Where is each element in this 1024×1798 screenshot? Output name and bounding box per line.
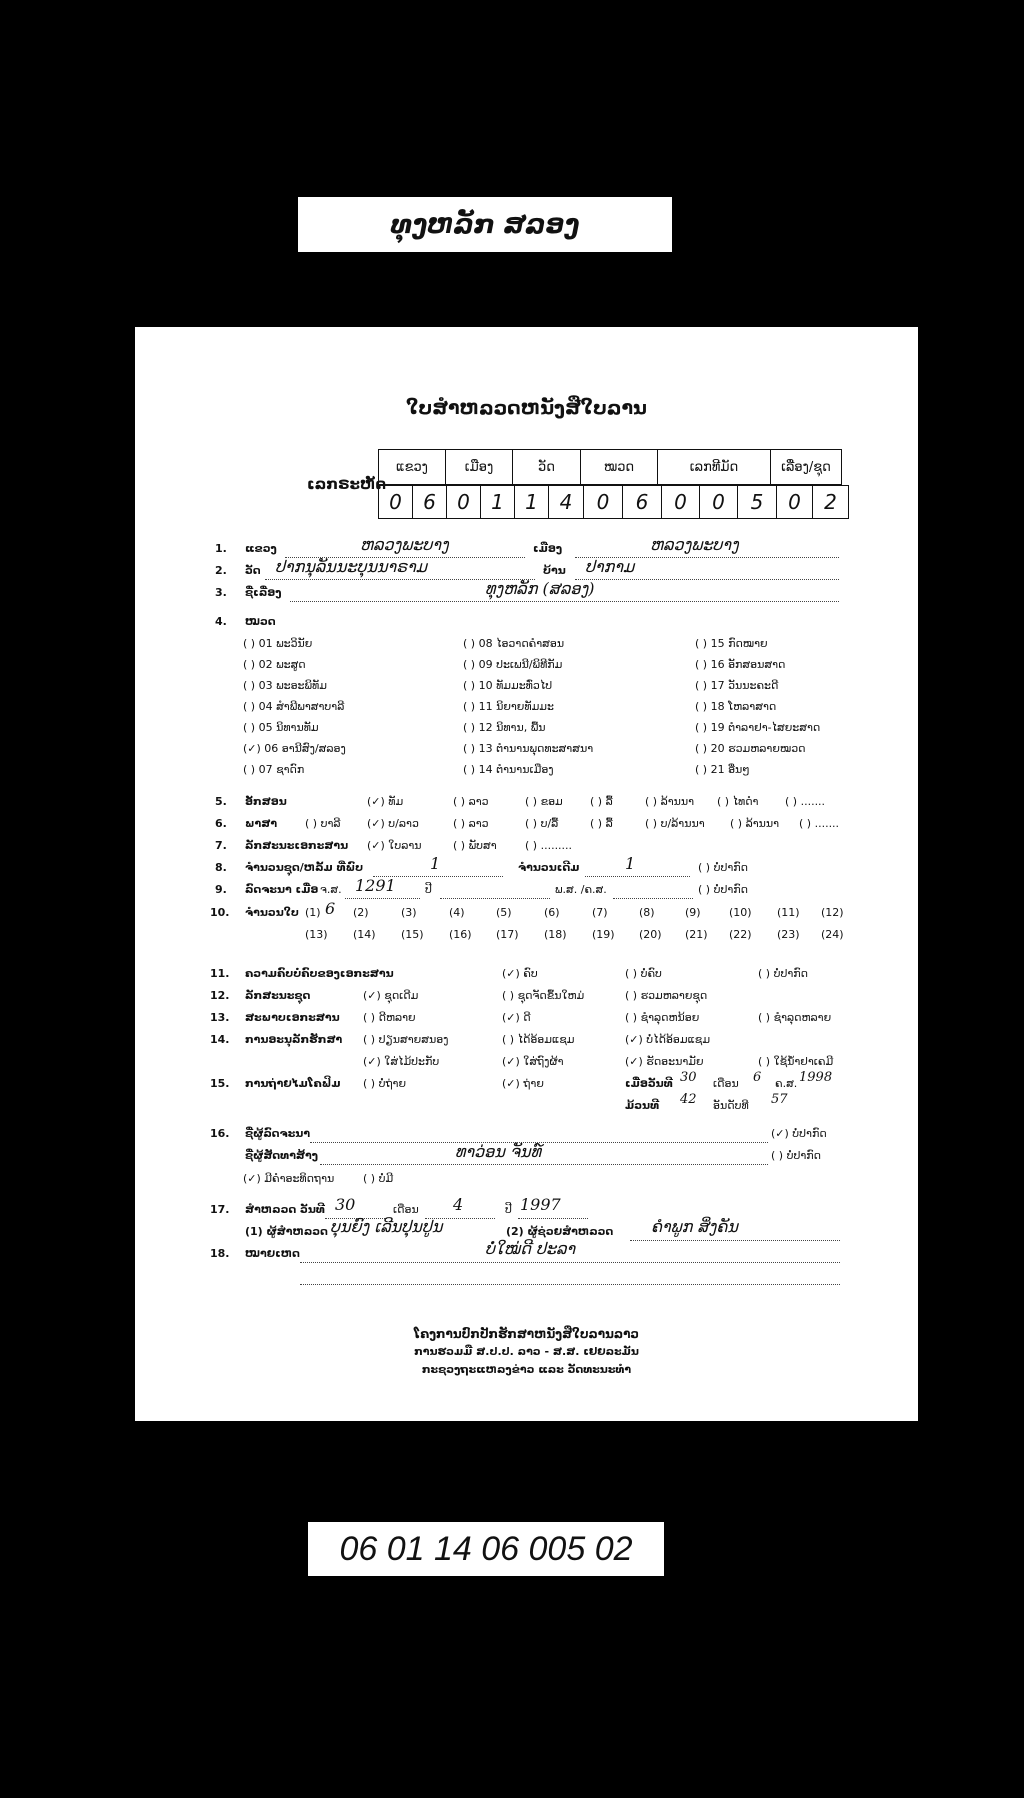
code-header-district: ເມືອງ <box>446 450 513 485</box>
row-4-number: 4. <box>215 615 227 628</box>
set-option: ( ) ຮວມຫລາຍຊຸດ <box>625 989 708 1002</box>
row-9-era-2: ພ.ສ. /ຄ.ສ. <box>555 883 607 896</box>
survey-month-value: 4 <box>453 1195 464 1214</box>
code-header-story: ເລື່ອງ/ຊຸດ <box>771 450 842 485</box>
row-11-label: ຄວາມຄົບບໍ່ຄົບຂອງເອກະສານ <box>245 967 394 980</box>
row-9-line <box>345 898 420 899</box>
row-12-number: 12. <box>210 989 230 1002</box>
category-option: ( ) 13 ຕຳນານພຸດທະສາສນາ <box>463 742 594 755</box>
leaf-count-cell: (5) <box>496 906 512 919</box>
microfilm-month-value: 6 <box>753 1070 762 1085</box>
row-2-label: ວັດ <box>245 564 261 577</box>
row-5-number: 5. <box>215 795 227 808</box>
surveyor-label: (1) ຜູ້ສຳຫລວດ <box>245 1225 328 1238</box>
frame-value: 57 <box>771 1092 788 1107</box>
code-digit: 1 <box>481 486 515 519</box>
form-title: ໃບສຳຫລວດຫນັງສືໃບລານ <box>406 397 647 419</box>
material-option: ( ) ພັບສາ <box>453 839 497 852</box>
survey-day-value: 30 <box>335 1195 356 1214</box>
code-header-temple: ວັດ <box>513 450 581 485</box>
row-9-label: ລົດຈະນາ ເມື່ອ <box>245 883 319 896</box>
code-header-province: ແຂວງ <box>379 450 446 485</box>
row-8-number: 8. <box>215 861 227 874</box>
row-14-label: ການອະນຸລັກຮັກສາ <box>245 1033 343 1046</box>
row-18-number: 18. <box>210 1247 230 1260</box>
bottom-code-text: 06 01 14 06 005 02 <box>339 1529 633 1568</box>
original-count-value: 1 <box>625 854 636 873</box>
material-option: ( ) ......... <box>525 839 573 852</box>
code-header-category: ໝວດ <box>581 450 658 485</box>
conservation-option: ( ) ໃຊ້ນ້ຳຢາເຄມີ <box>758 1055 834 1068</box>
leaf-count-cell: (14) <box>353 928 376 941</box>
material-option: (✓) ໃບລານ <box>367 839 422 852</box>
completeness-option: ( ) ບໍ່ປາກົດ <box>758 967 808 980</box>
leaf-count-cell: (23) <box>777 928 800 941</box>
conservation-option: ( ) ໄດ້ອ້ອມແຊມ <box>502 1033 575 1046</box>
code-digit: 6 <box>413 486 447 519</box>
category-option: ( ) 07 ຊາດົກ <box>243 763 305 776</box>
conservation-option: ( ) ປຽນສາຍສນອງ <box>363 1033 449 1046</box>
dedication-option: (✓) ມີຄຳອະທິດຖານ <box>243 1172 335 1185</box>
set-option: ( ) ຊຸດຈັດຂຶ້ນໃຫມ່ <box>502 989 585 1002</box>
category-option: ( ) 08 ໄອວາດຄຳສອນ <box>463 637 565 650</box>
category-option: ( ) 05 ນິທານທັມ <box>243 721 319 734</box>
bottom-code-label <box>308 1522 664 1576</box>
leaf-count-cell: (1) <box>305 906 321 919</box>
survey-year-label: ປີ <box>505 1203 512 1216</box>
code-digit: 0 <box>662 486 700 519</box>
temple-value: ປາກນຸລັນນະບຸນນາຣາມ <box>275 557 427 576</box>
code-digit: 0 <box>700 486 738 519</box>
donor-line <box>320 1164 768 1165</box>
survey-year-value: 1997 <box>520 1195 561 1214</box>
category-option: ( ) 03 ພະອະພິທັມ <box>243 679 327 692</box>
row-2-number: 2. <box>215 564 227 577</box>
code-digit: 0 <box>777 486 813 519</box>
category-option: ( ) 09 ປະເພນີ/ພິທີກັມ <box>463 658 563 671</box>
leaf-count-cell: (19) <box>592 928 615 941</box>
remarks-line-2 <box>300 1284 840 1285</box>
donor-not-shown: ( ) ບໍ່ປາກົດ <box>771 1149 821 1162</box>
code-digit: 0 <box>447 486 481 519</box>
leaf-count-cell: (6) <box>544 906 560 919</box>
donor-value: ທາວ່ອນ ຈັນທ໌ <box>455 1142 542 1161</box>
category-option: ( ) 14 ຕຳນານເມືອງ <box>463 763 554 776</box>
donor-label: ຊື່ຜູ້ສັດທາສ້າງ <box>245 1149 318 1162</box>
top-title-label <box>298 197 672 252</box>
surveyor-value: ບຸນຍົງ ເລີນປຸນປູນ <box>330 1217 443 1236</box>
row-10-label: ຈຳນວນໃບ <box>245 906 299 919</box>
condition-option: (✓) ດີ <box>502 1011 531 1024</box>
row-5-label: ອັກສອນ <box>245 795 287 808</box>
code-table <box>378 449 842 485</box>
row-8-label-2: ຈຳນວນເດີມ <box>518 861 580 874</box>
remarks-value: ບໍ່ໃໝ່ດີ ປະລາ <box>485 1239 576 1258</box>
leaf-count-cell: (7) <box>592 906 608 919</box>
row-9-number: 9. <box>215 883 227 896</box>
row-17-label: ສຳຫລວດ ວັນທີ <box>245 1203 325 1216</box>
leaf-count-cell: (11) <box>777 906 800 919</box>
row-9-year-label: ປີ <box>425 883 432 896</box>
category-option: ( ) 20 ຮວມຫລາຍໝວດ <box>695 742 806 755</box>
row-6-number: 6. <box>215 817 227 830</box>
row-16-number: 16. <box>210 1127 230 1140</box>
dedication-option: ( ) ບໍ່ມີ <box>363 1172 394 1185</box>
script-option: ( ) ລ້ານນາ <box>645 795 695 808</box>
category-option: ( ) 16 ອັກສອນສາດ <box>695 658 786 671</box>
leaf-count-cell: (22) <box>729 928 752 941</box>
row-10-number: 10. <box>210 906 230 919</box>
category-option: ( ) 15 ກົດໝາຍ <box>695 637 768 650</box>
language-option: ( ) ບາລີ <box>305 817 341 830</box>
row-3-number: 3. <box>215 586 227 599</box>
leaf-count-cell: (18) <box>544 928 567 941</box>
row-16-label: ຊື່ຜູ້ລົດຈະນາ <box>245 1127 311 1140</box>
microfilm-day-value: 30 <box>680 1070 697 1085</box>
category-option: ( ) 17 ວັນນະຄະດີ <box>695 679 779 692</box>
completeness-option: ( ) ບໍ່ຄົບ <box>625 967 662 980</box>
province-value: ຫລວງພະບາງ <box>360 535 449 554</box>
top-title-text: ທຸງຫລັກ ສລອງ <box>390 209 580 240</box>
condition-option: ( ) ຊຳລຸດຫນ້ອຍ <box>625 1011 700 1024</box>
language-option: ( ) ລື້ <box>590 817 613 830</box>
row-9-line-3 <box>613 898 693 899</box>
conservation-option: (✓) ບໍ່ໄດ້ອ້ອມແຊມ <box>625 1033 711 1046</box>
leaf-count-cell: (15) <box>401 928 424 941</box>
row-1-number: 1. <box>215 542 227 555</box>
script-option: ( ) ....... <box>785 795 826 808</box>
row-17-number: 17. <box>210 1203 230 1216</box>
row-9-era: ຈ.ສ. <box>320 883 342 896</box>
script-option: (✓) ທັມ <box>367 795 404 808</box>
frame-label: ອັນດັບທີ <box>713 1099 749 1112</box>
row-18-label: ໝາຍເຫດ <box>245 1247 300 1260</box>
script-option: ( ) ໄທດຳ <box>717 795 759 808</box>
survey-form <box>135 327 918 1421</box>
footer-project: ໂຄງການປົກປັກຮັກສາຫນັງສືໃບລານລາວ <box>414 1327 639 1341</box>
code-header-bundle: ເລກທີມັດ <box>658 450 771 485</box>
script-option: ( ) ຂອມ <box>525 795 563 808</box>
language-option: ( ) ລ້ານນາ <box>730 817 780 830</box>
row-15-label: ການຖ່າຍໄມໂຄຟິມ <box>245 1077 341 1090</box>
survey-month-label: ເດືອນ <box>393 1203 419 1216</box>
conservation-option: (✓) ໃສ່ຖົງຜ້າ <box>502 1055 564 1068</box>
code-label: ເລກຣະຫັດ <box>307 475 387 493</box>
district-value: ຫລວງພະບາງ <box>650 535 739 554</box>
code-digit: 1 <box>515 486 549 519</box>
leaf-count-cell: (9) <box>685 906 701 919</box>
language-option: ( ) ບ/ລ້ານນາ <box>645 817 705 830</box>
set-option: (✓) ຊຸດເດີມ <box>363 989 419 1002</box>
row-8-label: ຈຳນວນຊຸດ/ຫລັ້ມ ທີ່ພົບ <box>245 861 364 874</box>
row-6-label: ພາສາ <box>245 817 278 830</box>
code-digit: 0 <box>584 486 623 519</box>
script-option: ( ) ລື້ <box>590 795 613 808</box>
row-17-line-3 <box>518 1218 588 1219</box>
row-4-label: ໝວດ <box>245 615 276 628</box>
microfilm-year-value: 1998 <box>799 1070 833 1085</box>
row-13-number: 13. <box>210 1011 230 1024</box>
leaf-count-cell: (4) <box>449 906 465 919</box>
leaf-count-cell: (21) <box>685 928 708 941</box>
year-cs-value: 1291 <box>355 876 396 895</box>
reel-value: 42 <box>680 1092 697 1107</box>
remarks-line <box>300 1262 840 1263</box>
language-option: ( ) ລາວ <box>453 817 489 830</box>
category-option: ( ) 19 ຕຳລາຢາ-ໄສຍະສາດ <box>695 721 821 734</box>
footer-cooperation: ການຮວມມື ສ.ປ.ປ. ລາວ - ສ.ສ. ເຢຍລະມັນ <box>414 1345 639 1358</box>
leaf-count-cell: (2) <box>353 906 369 919</box>
leaf-count-cell: (24) <box>821 928 844 941</box>
row-15-number: 15. <box>210 1077 230 1090</box>
leaf-count-cell: (16) <box>449 928 472 941</box>
helper-value: ຄຳພູກ ສິ່ງຄັນ <box>651 1217 738 1236</box>
title-value: ທຸງຫລັກ (ສລອງ) <box>485 579 595 598</box>
code-digits-table <box>378 485 849 519</box>
row-2-label-2: ບ້ານ <box>543 564 566 577</box>
reel-label: ມ້ວນທີ <box>625 1099 660 1112</box>
category-option: ( ) 21 ອື່ນໆ <box>695 763 750 776</box>
microfilm-month-label: ເດືອນ <box>713 1077 739 1090</box>
row-7-number: 7. <box>215 839 227 852</box>
row-17-line-4 <box>630 1240 840 1241</box>
completeness-option: (✓) ຄົບ <box>502 967 538 980</box>
leaf-count-cell: (3) <box>401 906 417 919</box>
row-9-line-2 <box>440 898 550 899</box>
leaf-count-cell: (20) <box>639 928 662 941</box>
category-option-selected: (✓) 06 ອານີສົງ/ສລອງ <box>243 742 346 755</box>
category-option: ( ) 10 ທັມມະທົ່ວໄປ <box>463 679 553 692</box>
row-3-line <box>290 601 839 602</box>
condition-option: ( ) ດີຫລາຍ <box>363 1011 416 1024</box>
leaf-count-value: 6 <box>325 899 336 918</box>
code-digit: 2 <box>813 486 849 519</box>
row-11-number: 11. <box>210 967 230 980</box>
language-option: ( ) ບ/ລື້ <box>525 817 559 830</box>
row-7-label: ລັກສະນະເອກະສານ <box>245 839 349 852</box>
category-option: ( ) 04 ສຳພີພາສາບາລີ <box>243 700 345 713</box>
code-digit: 5 <box>738 486 777 519</box>
conservation-option: (✓) ໃສ່ໄມ້ປະກັບ <box>363 1055 440 1068</box>
category-option: ( ) 12 ນິທານ, ພື້ນ <box>463 721 546 734</box>
footer-ministry: ກະຊວງຖະແຫລງຂ່າວ ແລະ ວັດທະນະທຳ <box>421 1363 632 1376</box>
microfilm-option: (✓) ຖ່າຍ <box>502 1077 544 1090</box>
code-digit: 0 <box>379 486 413 519</box>
author-not-shown: (✓) ບໍ່ປາກົດ <box>771 1127 827 1140</box>
leaf-count-cell: (17) <box>496 928 519 941</box>
row-3-label: ຊື່ເລື່ອງ <box>245 586 282 599</box>
row-2-line-2 <box>575 579 839 580</box>
bundle-count-value: 1 <box>430 854 441 873</box>
row-8-not-shown: ( ) ບໍ່ປາກົດ <box>698 861 748 874</box>
conservation-option: (✓) ຮັດອະນາມັຍ <box>625 1055 704 1068</box>
script-option: ( ) ລາວ <box>453 795 489 808</box>
leaf-count-cell: (8) <box>639 906 655 919</box>
leaf-count-cell: (13) <box>305 928 328 941</box>
row-14-number: 14. <box>210 1033 230 1046</box>
category-option: ( ) 18 ໂຫລາສາດ <box>695 700 777 713</box>
microfilm-year-label: ຄ.ສ. <box>775 1077 798 1090</box>
row-9-not-shown: ( ) ບໍ່ປາກົດ <box>698 883 748 896</box>
microfilm-option: ( ) ບໍ່ຖ່າຍ <box>363 1077 407 1090</box>
language-option: ( ) ....... <box>799 817 840 830</box>
row-12-label: ລັກສະນະຊຸດ <box>245 989 311 1002</box>
row-13-label: ສະພາບເອກະສານ <box>245 1011 340 1024</box>
language-option: (✓) ບ/ລາວ <box>367 817 419 830</box>
code-digit: 4 <box>549 486 584 519</box>
category-option: ( ) 02 ພະສູດ <box>243 658 306 671</box>
helper-label: (2) ຜູ້ຊ່ວຍສຳຫລວດ <box>506 1225 614 1238</box>
leaf-count-cell: (10) <box>729 906 752 919</box>
row-1-label-2: ເມືອງ <box>533 542 563 555</box>
microfilm-date-label: ເມື່ອວັນທີ <box>625 1077 673 1090</box>
code-digit: 6 <box>623 486 662 519</box>
category-option: ( ) 11 ນິຍາຍທັມມະ <box>463 700 554 713</box>
category-option: ( ) 01 ພະວິນັຍ <box>243 637 313 650</box>
village-value: ປາກາມ <box>585 557 635 576</box>
row-8-line-2 <box>585 876 690 877</box>
condition-option: ( ) ຊຳລຸດຫລາຍ <box>758 1011 832 1024</box>
leaf-count-cell: (12) <box>821 906 844 919</box>
row-1-label: ແຂວງ <box>245 542 277 555</box>
